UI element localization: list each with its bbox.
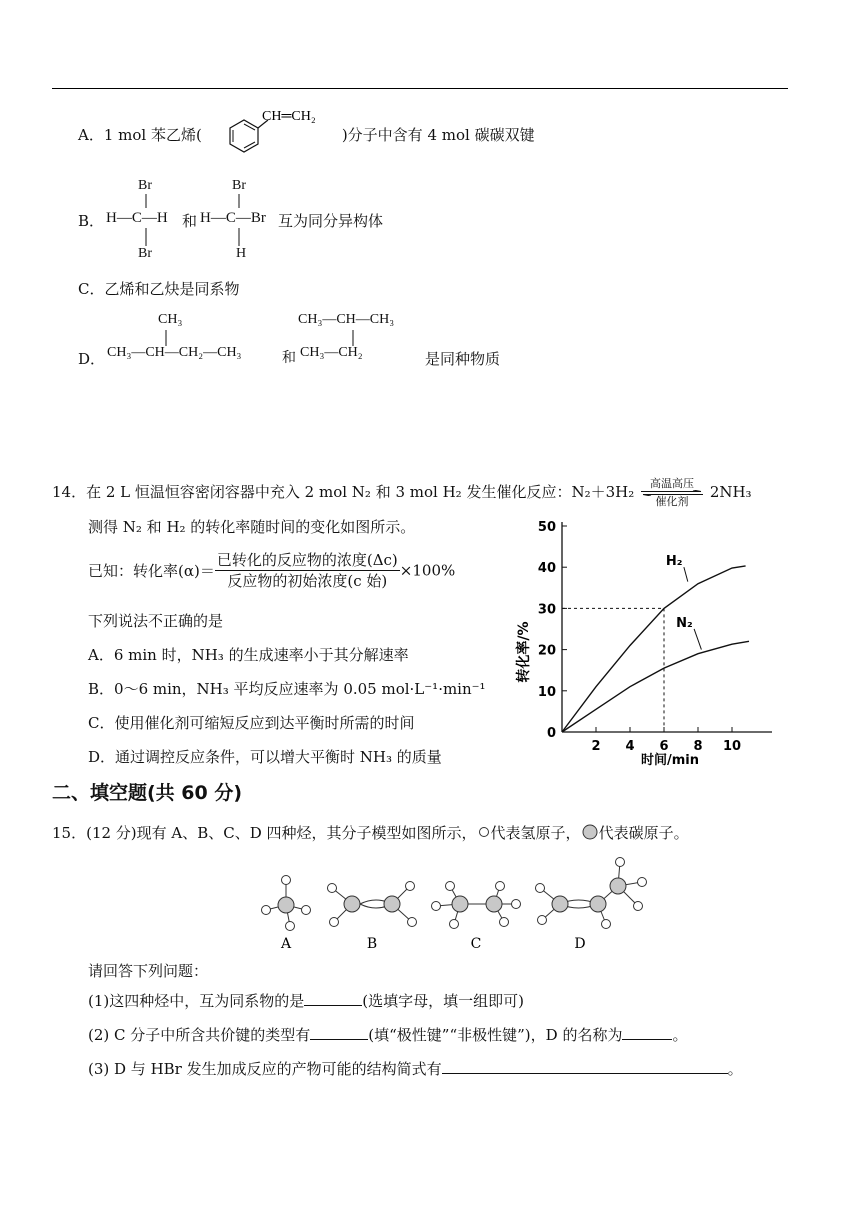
- q14-stem1: 14．在 2 L 恒温恒容密闭容器中充入 2 mol N₂ 和 3 mol H₂ 发生催化反应：N₂＋3H₂: [52, 483, 635, 501]
- q14-option-d: D．通过调控反应条件，可以增大平衡时 NH₃ 的质量: [88, 748, 442, 766]
- series-leader: [684, 567, 688, 581]
- styrene-structure: [208, 100, 356, 166]
- d-mol2-top: CH₃—CH—CH₃: [298, 312, 395, 327]
- q15-stem-b: 代表氢原子，: [490, 824, 581, 842]
- q15-1-hint: (选填字母，填一组即可): [362, 992, 524, 1010]
- q14-option-c: C．使用催化剂可缩短反应到达平衡时所需的时间: [88, 714, 415, 732]
- x-tick-label: 10: [722, 739, 742, 754]
- x-axis-label: 时间/min: [640, 753, 700, 768]
- option-b-prefix: B．: [78, 212, 105, 230]
- b-bonds: [138, 194, 248, 250]
- q15-stem-a: 15．(12 分)现有 A、B、C、D 四种烃，其分子模型如图所示，: [52, 824, 477, 842]
- b-mol1-bot: Br: [138, 246, 152, 261]
- series-leader: [694, 629, 701, 650]
- section-title: 二、填空题(共 60 分): [52, 782, 243, 804]
- series-line-n2: [562, 641, 749, 732]
- header-rule: [52, 88, 788, 89]
- model-label-d: D: [574, 936, 586, 952]
- q14-option-a: A．6 min 时，NH₃ 的生成速率小于其分解速率: [88, 646, 409, 664]
- option-a-prefix: A．1 mol 苯乙烯(: [78, 126, 202, 144]
- option-b-suffix: 互为同分异构体: [278, 212, 384, 230]
- model-c: [432, 882, 521, 929]
- q14-stem-line1: [52, 478, 752, 508]
- q14-question: 下列说法不正确的是: [88, 612, 224, 630]
- series-line-h2: [562, 566, 746, 732]
- model-label-b: B: [366, 936, 378, 952]
- model-label-a: A: [280, 936, 292, 952]
- y-tick-label: 0: [546, 726, 556, 741]
- b-mol2-top: Br: [232, 178, 246, 193]
- q13-option-b: [78, 210, 104, 231]
- q15-part3: [88, 1058, 743, 1079]
- q15-stem-c: 代表碳原子。: [598, 824, 689, 842]
- molecule-models: [250, 850, 670, 956]
- series-label: H₂: [665, 554, 683, 570]
- x-tick-label: 6: [659, 739, 669, 754]
- model-label-c: C: [470, 936, 482, 952]
- y-tick-label: 50: [537, 520, 556, 535]
- frac-numerator: 已转化的反应物的浓度(Δc): [216, 551, 398, 569]
- model-d: [536, 858, 647, 929]
- answer-blank-4[interactable]: [442, 1059, 728, 1074]
- conversion-fraction: [215, 550, 400, 591]
- b-mol1-mid: H—C—H: [106, 210, 168, 226]
- q15-3-text: (3) D 与 HBr 发生加成反应的产物可能的结构简式有: [88, 1060, 442, 1078]
- series-label: N₂: [676, 615, 693, 631]
- b-mol2-bot: H: [236, 246, 247, 261]
- q15-2-text: (2) C 分子中所含共价键的类型有: [88, 1026, 311, 1044]
- answer-blank-3[interactable]: [622, 1025, 672, 1040]
- arrow-cond-top: 高温高压: [650, 477, 695, 490]
- d-mol1-main: CH₃—CH—CH₂—CH₃: [107, 345, 242, 360]
- q14-stem-line2: 测得 N₂ 和 H₂ 的转化率随时间的变化如图所示。: [88, 518, 416, 536]
- d-join: 和: [282, 350, 296, 366]
- d-mol1-branch: CH₃: [158, 312, 183, 327]
- b-mol1-top: Br: [138, 178, 152, 193]
- q14-option-b: B．0～6 min，NH₃ 平均反应速率为 0.05 mol·L⁻¹·min⁻¹: [88, 680, 486, 698]
- q15-3-end: 。: [727, 1060, 743, 1078]
- x-tick-label: 8: [693, 739, 703, 754]
- q14-known: [88, 550, 455, 591]
- option-a-suffix: )分子中含有 4 mol 碳碳双键: [341, 126, 535, 144]
- chart-ticks: [538, 520, 741, 754]
- q15-2-mid: (填“极性键”“非极性键”)，D 的名称为: [368, 1026, 623, 1044]
- carbon-atom-icon: [581, 824, 599, 840]
- known-prefix: 已知：转化率(α)＝: [88, 562, 215, 580]
- option-d-prefix: D．: [78, 350, 106, 368]
- q15-1-text: (1)这四种烃中，互为同系物的是: [88, 992, 305, 1010]
- q15-prompt: 请回答下列问题：: [88, 962, 209, 980]
- q15-stem: [52, 822, 689, 843]
- y-tick-label: 30: [537, 602, 556, 618]
- q14-product: 2NH₃: [709, 483, 752, 501]
- x-tick-label: 4: [625, 739, 635, 754]
- y-tick-label: 40: [537, 561, 556, 577]
- x-tick-label: 2: [591, 739, 601, 754]
- y-tick-label: 20: [537, 643, 556, 659]
- q15-part1: [88, 990, 524, 1011]
- q15-part2: [88, 1024, 687, 1045]
- d-mol2-main: CH₃—CH₂: [300, 345, 363, 360]
- reaction-arrow: [641, 478, 703, 508]
- y-tick-label: 10: [537, 684, 556, 700]
- model-a: [262, 876, 311, 931]
- answer-blank-2[interactable]: [310, 1025, 368, 1040]
- d-bonds: [150, 326, 370, 350]
- frac-denominator: 反应物的初始浓度(c 始): [227, 572, 388, 590]
- answer-blank-1[interactable]: [304, 991, 362, 1006]
- hydrogen-atom-icon: [477, 825, 491, 839]
- q13-option-c: C．乙烯和乙炔是同系物: [78, 280, 240, 298]
- b-join: 和: [182, 212, 198, 230]
- arrow-cond-bot: 催化剂: [655, 495, 689, 508]
- conversion-chart: [500, 512, 790, 774]
- option-d-suffix: 是同种物质: [425, 350, 501, 368]
- q15-2-end: 。: [672, 1026, 688, 1044]
- styrene-vinyl-label: CH═CH₂: [262, 109, 316, 124]
- y-axis-label: 转化率/%: [516, 621, 532, 683]
- known-suffix: ×100%: [399, 561, 456, 580]
- model-b: [328, 882, 417, 927]
- chart-series: [562, 554, 749, 732]
- b-mol2-mid: H—C—Br: [200, 210, 266, 226]
